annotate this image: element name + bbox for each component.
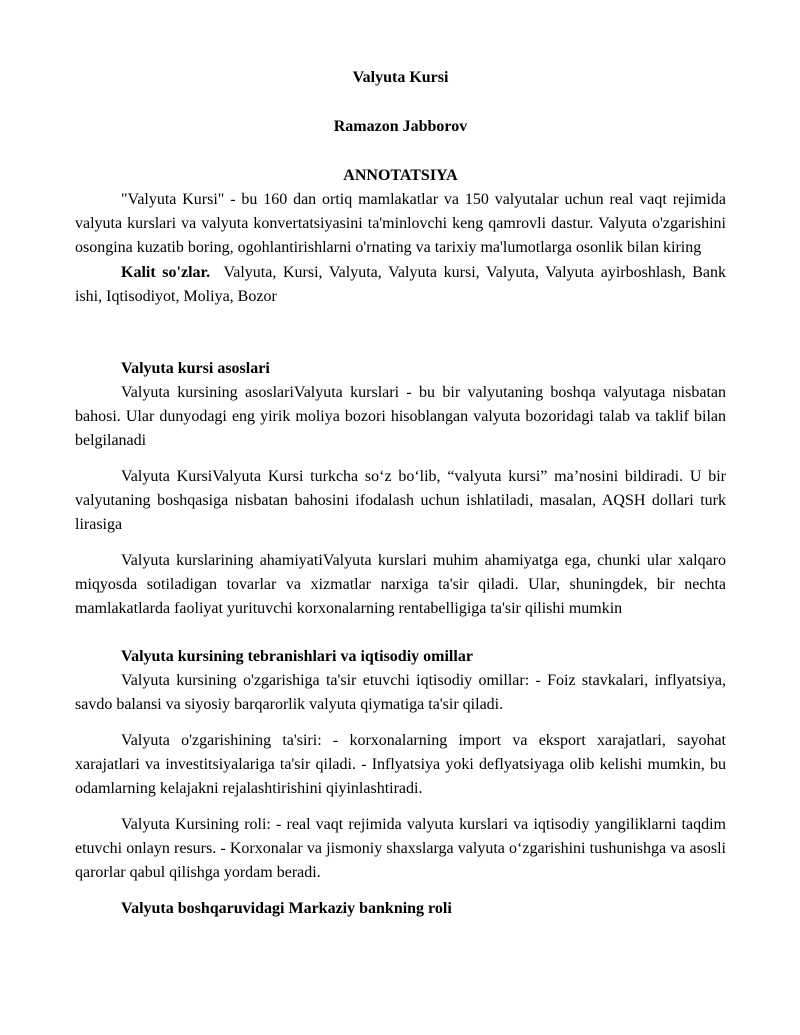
paragraph: Valyuta kursining o'zgarishiga ta'sir etuvchi iqtisodiy omillar: - Foiz stavkalari, inflyatsiya, savdo balansi va siyosiy barqarorlik valyuta qiymatiga ta'sir qiladi. xyxy=(75,672,726,713)
paragraph: Valyuta kurslarining ahamiyatiValyuta kurslari muhim ahamiyatga ega, chunki ular xalqaro miqyosda sotiladigan tovarlar va xizmatlar narxiga ta'sir qiladi. Ular, shuningdek, bir nechta mamlakatlarda faoliyat yurituvchi korxonalarning rentabelligiga ta'sir qilishi mumkin xyxy=(75,552,726,617)
section-heading: Valyuta boshqaruvidagi Markaziy bankning roli xyxy=(121,900,452,917)
abstract-text: "Valyuta Kursi" - bu 160 dan ortiq mamlakatlar va 150 valyutalar uchun real vaqt rejimida valyuta kurslari va valyuta konvertatsiyasini ta'minlovchi keng qamrovli dastur. Valyuta o'zgarishini osongina kuzatib boring, ogohlantirishlarni o'rnating va tarixiy ma'lumotlarga osonlik bilan kiring xyxy=(75,191,726,256)
document-title: Valyuta Kursi xyxy=(352,69,449,86)
section-heading: Valyuta kursining tebranishlari va iqtisodiy omillar xyxy=(121,648,473,665)
keywords-paragraph xyxy=(75,261,726,309)
keywords-list: Valyuta, Kursi, Valyuta, Valyuta kursi, Valyuta, Valyuta ayirboshlash, Bank ishi, Iqtisodiyot, Moliya, Bozor xyxy=(75,264,727,305)
paragraph: Valyuta KursiValyuta Kursi turkcha so‘z bo‘lib, “valyuta kursi” ma’nosini bildiradi. U bir valyutaning boshqasiga nisbatan bahosini ifodalash uchun ishlatiladi, masalan, AQSH dollari turk lirasiga xyxy=(75,468,726,533)
paragraph: Valyuta Kursining roli: - real vaqt rejimida valyuta kurslari va iqtisodiy yangiliklarni taqdim etuvchi onlayn resurs. - Korxonalar va jismoniy shaxslarga valyuta o‘zgarishini tushunishga va asosli qarorlar qabul qilishga yordam beradi. xyxy=(75,816,726,881)
paragraph: Valyuta o'zgarishining ta'siri: - korxonalarning import va eksport xarajatlari, sayohat xarajatlari va investitsiyalariga ta'sir qiladi. - Inflyatsiya yoki deflyatsiyaga olib kelishi mumkin, bu odamlarning kelajakni rejalashtirishini qiyinlashtiradi. xyxy=(75,732,726,797)
paragraph: Valyuta kursining asoslariValyuta kurslari - bu bir valyutaning boshqa valyutaga nisbatan bahosi. Ular dunyodagi eng yirik moliya bozori hisoblangan valyuta bozoridagi talab va taklif bilan belgilanadi xyxy=(75,384,726,449)
section-heading: Valyuta kursi asoslari xyxy=(121,360,270,377)
document-page xyxy=(75,66,726,921)
document-author: Ramazon Jabborov xyxy=(333,118,468,135)
abstract-heading: ANNOTATSIYA xyxy=(343,167,458,184)
keywords-label: Kalit so'zlar. xyxy=(121,264,211,281)
